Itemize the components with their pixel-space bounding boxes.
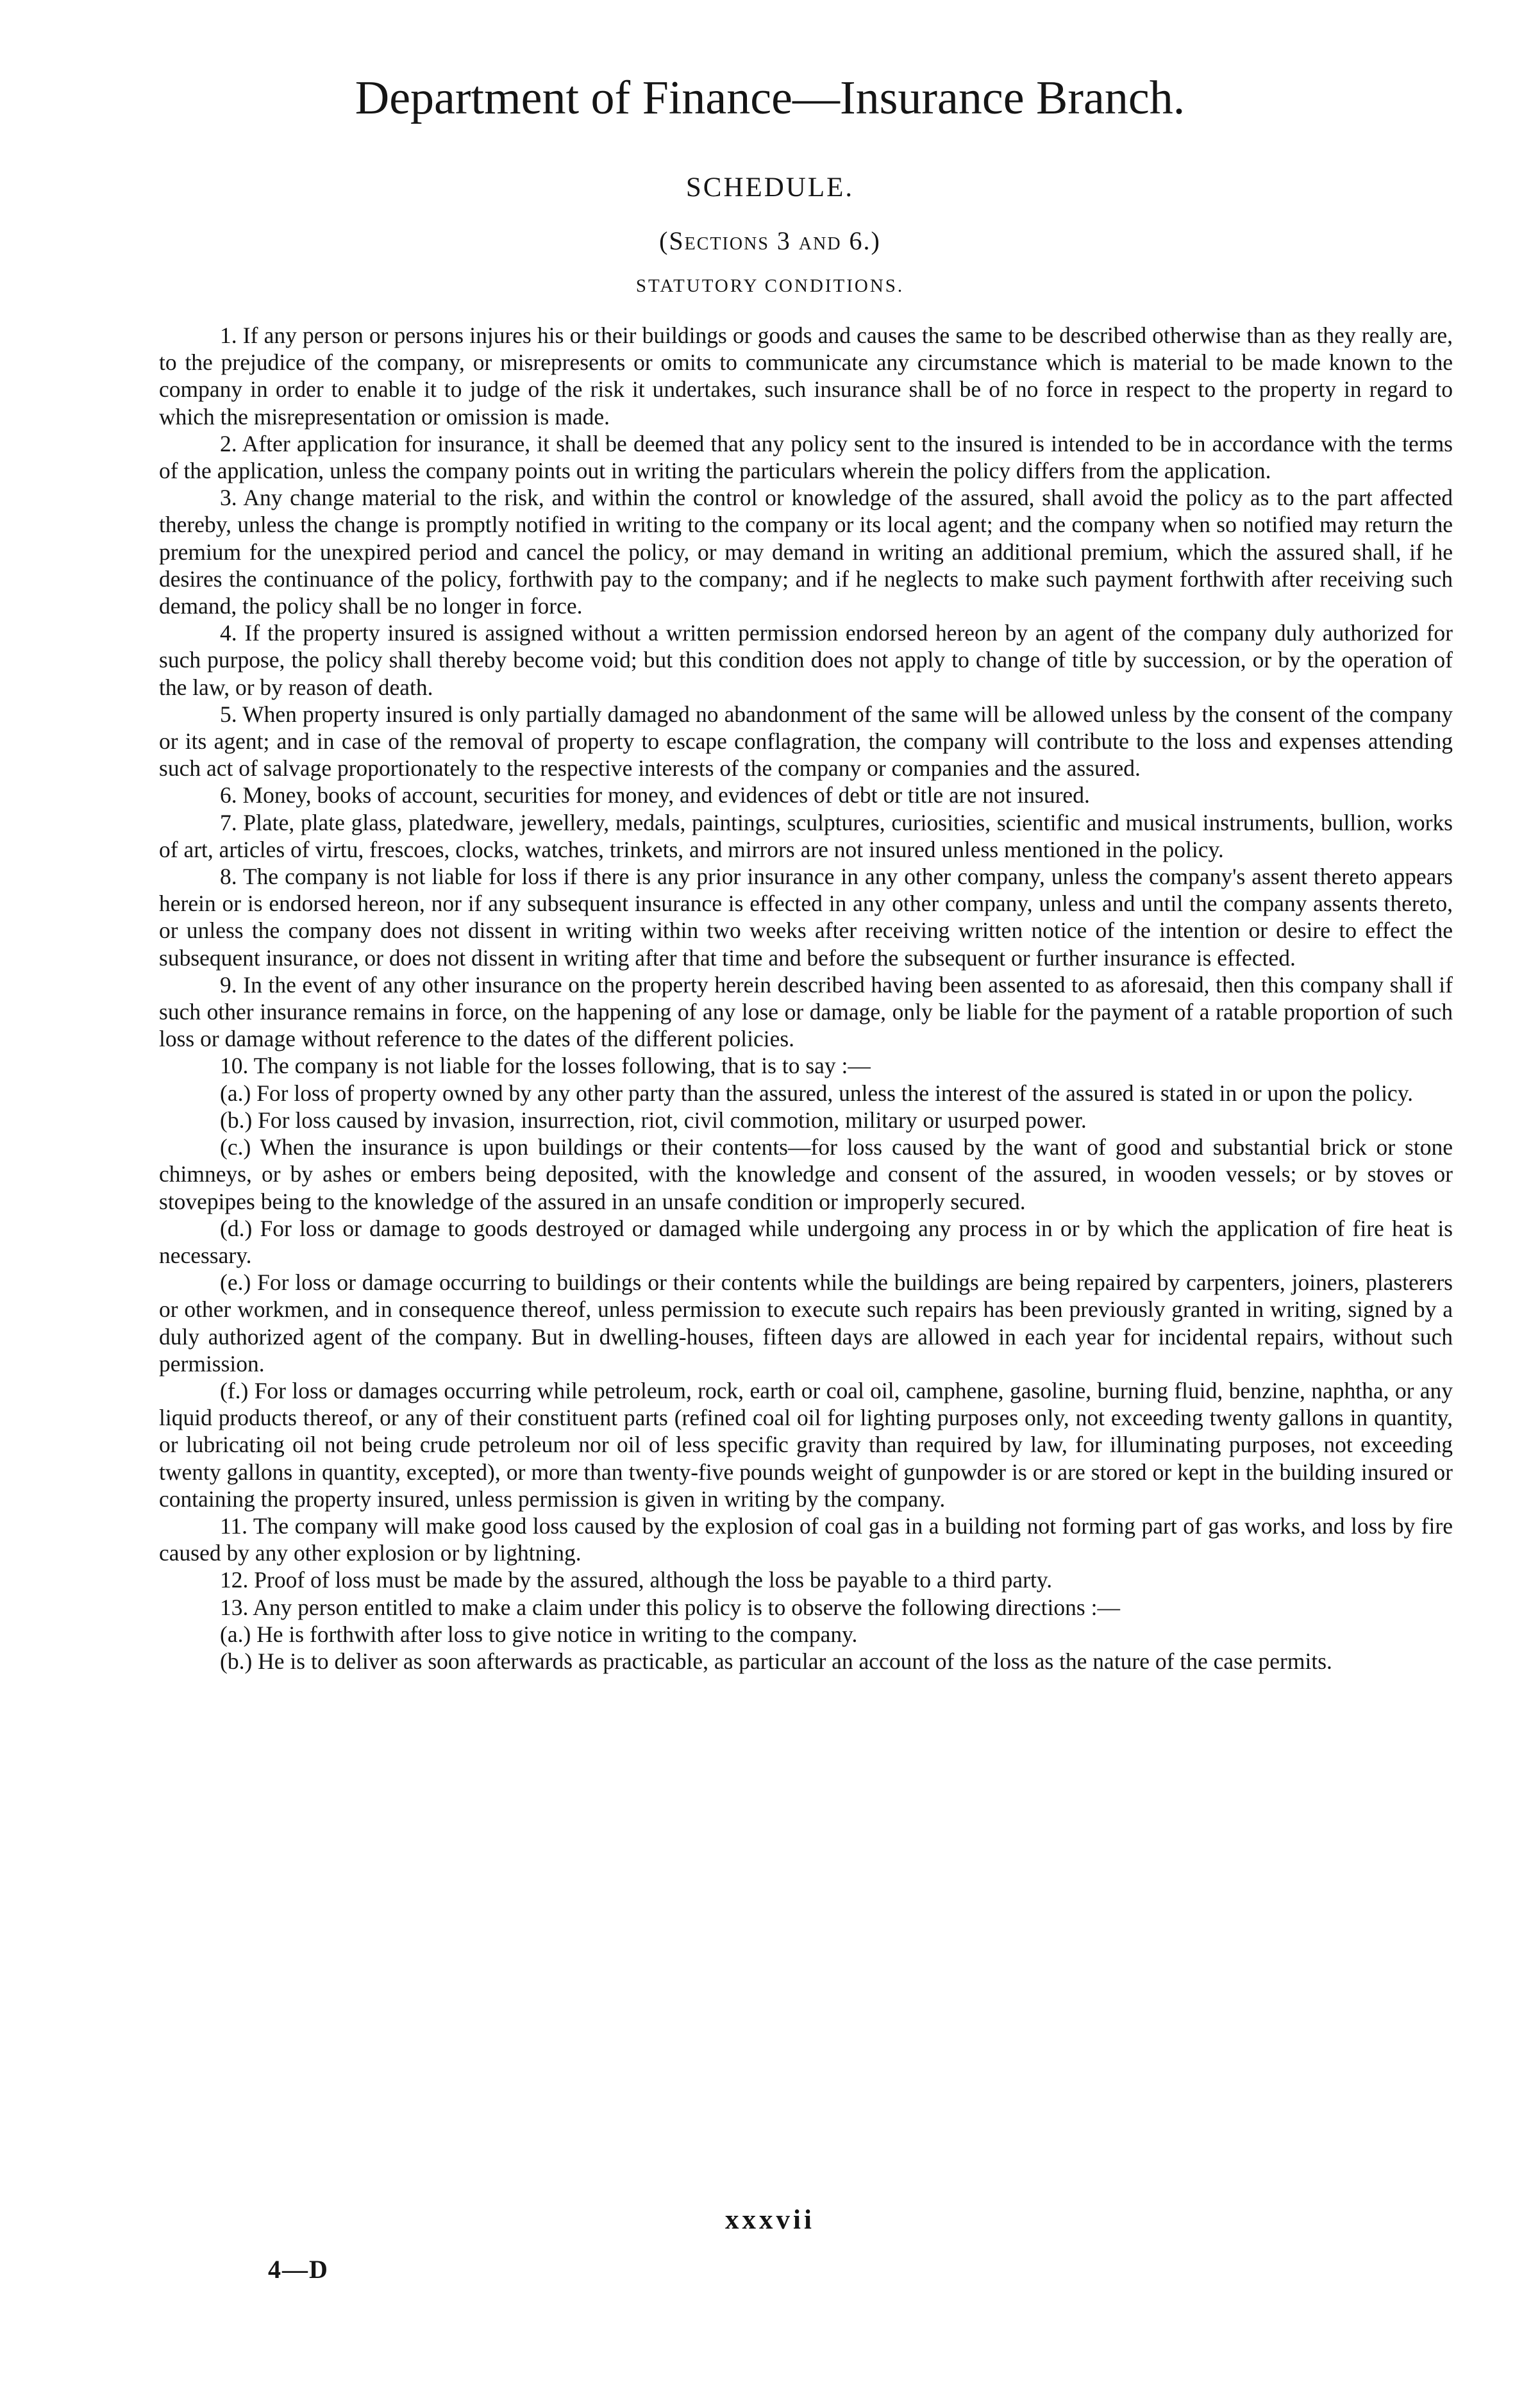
condition-subclause: (a.) He is forthwith after loss to give notice in writing to the company. xyxy=(220,1621,858,1647)
condition-paragraph: 4. If the property insured is assigned without a written permission endorsed hereon by an agent of the company duly authorized for such purpose, the policy shall thereby become void; but this condition does not apply to change of title by succession, or by the operation of the law, or by reason of death. xyxy=(159,620,1453,700)
condition-paragraph: 6. Money, books of account, securities for money, and evidences of debt or title are not insured. xyxy=(220,782,1090,808)
statutory-conditions-heading: STATUTORY CONDITIONS. xyxy=(635,276,905,296)
schedule-heading: SCHEDULE. xyxy=(685,172,855,203)
condition-paragraph: 13. Any person entitled to make a claim under this policy is to observe the following directions :— xyxy=(220,1594,1120,1620)
condition-paragraph: 3. Any change material to the risk, and within the control or knowledge of the assured, shall avoid the policy as to the part affected thereby, unless the change is promptly notified in writing to the company or its local agent; and the company when so notified may return the premium for the unexpired period and cancel the policy, or may demand in writing an additional premium, which the assured shall, if he desires the continuance of the policy, forthwith pay to the company; and if he neglects to make such payment forthwith after receiving such demand, the policy shall be no longer in force. xyxy=(159,485,1453,619)
condition-paragraph: 5. When property insured is only partially damaged no abandonment of the same will be allowed unless by the consent of the company or its agent; and in case of the removal of property to escape conflagration, the company will contribute to the loss and expenses attending such act of salvage proportionately to the respective interests of the company or companies and the assured. xyxy=(159,701,1453,782)
condition-subclause: (b.) He is to deliver as soon afterwards as practicable, as particular an account of the loss as the nature of the case permits. xyxy=(220,1648,1332,1674)
condition-paragraph: 10. The company is not liable for the losses following, that is to say :— xyxy=(220,1053,871,1079)
condition-subclause: (b.) For loss caused by invasion, insurrection, riot, civil commotion, military or usurped power. xyxy=(220,1107,1087,1133)
condition-subclause: (d.) For loss or damage to goods destroyed or damaged while undergoing any process in or by which the application of fire heat is necessary. xyxy=(159,1215,1453,1268)
condition-subclause: (f.) For loss or damages occurring while petroleum, rock, earth or coal oil, camphene, gasoline, burning fluid, benzine, naphtha, or any liquid products thereof, or any of their constituent parts (refined coal oil for lighting purposes only, not exceeding twenty gallons in quantity, or lubricating oil not being crude petroleum nor oil of less specific gravity than required by law, for illuminating purposes, not exceeding twenty gallons in quantity, excepted), or more than twenty-five pounds weight of gunpowder is or are stored or kept in the building insured or containing the property insured, unless permission is given in writing by the company. xyxy=(159,1377,1453,1512)
condition-paragraph: 8. The company is not liable for loss if there is any prior insurance in any other company, unless the company's assent thereto appears herein or is endorsed hereon, nor if any subsequent insurance is effected in any other company, unless and until the company assents thereto, or unless the company does not dissent in writing within two weeks after receiving written notice of the intention or desire to effect the subsequent insurance, or does not dissent in writing after that time and before the subsequent or further insurance is effected. xyxy=(159,864,1453,971)
page-title: Department of Finance—Insurance Branch. xyxy=(355,72,1185,124)
sections-reference: (Sections 3 and 6.) xyxy=(659,226,881,255)
condition-paragraph: 2. After application for insurance, it shall be deemed that any policy sent to the insured is intended to be in accordance with the terms of the application, unless the company points out in writing the particulars wherein the policy differs from the application. xyxy=(159,430,1453,484)
page-number: xxxvii xyxy=(725,2205,815,2235)
condition-subclause: (e.) For loss or damage occurring to buildings or their contents while the buildings are being repaired by carpenters, joiners, plasterers or other workmen, and in consequence thereof, unless permission to execute such repairs has been previously granted in writing, signed by a duly authorized agent of the company. But in dwelling-houses, fifteen days are allowed in each year for incidental repairs, without such permission. xyxy=(159,1269,1453,1377)
condition-paragraph: 9. In the event of any other insurance on the property herein described having been assented to as aforesaid, then this company shall if such other insurance remains in force, on the happening of any lose or damage, only be liable for the payment of a ratable proportion of such loss or damage without reference to the dates of the different policies. xyxy=(159,971,1453,1052)
signature-mark: 4—D xyxy=(268,2255,329,2284)
condition-paragraph: 1. If any person or persons injures his or their buildings or goods and causes the same to be described otherwise than as they really are, to the prejudice of the company, or misrepresents or omits to communicate any circumstance which is material to be made known to the company in order to enable it to judge of the risk it undertakes, such insurance shall be of no force in respect to the property in regard to which the misrepresentation or omission is made. xyxy=(159,322,1453,430)
condition-paragraph: 12. Proof of loss must be made by the assured, although the loss be payable to a third party. xyxy=(220,1567,1053,1593)
condition-paragraph: 7. Plate, plate glass, platedware, jewellery, medals, paintings, sculptures, curiosities, scientific and musical instruments, bullion, works of art, articles of virtu, frescoes, clocks, watches, trinkets, and mirrors are not insured unless mentioned in the policy. xyxy=(159,809,1453,862)
conditions-body xyxy=(159,322,1453,1675)
condition-paragraph: 11. The company will make good loss caused by the explosion of coal gas in a building not forming part of gas works, and loss by fire caused by any other explosion or by lightning. xyxy=(159,1512,1453,1566)
condition-subclause: (c.) When the insurance is upon buildings or their contents—for loss caused by the want of good and substantial brick or stone chimneys, or by ashes or embers being deposited, with the knowledge and consent of the assured, in wooden vessels; or by stoves or stovepipes being to the knowledge of the assured in an unsafe condition or improperly secured. xyxy=(159,1134,1453,1214)
condition-subclause: (a.) For loss of property owned by any other party than the assured, unless the interest of the assured is stated in or upon the policy. xyxy=(220,1080,1414,1106)
